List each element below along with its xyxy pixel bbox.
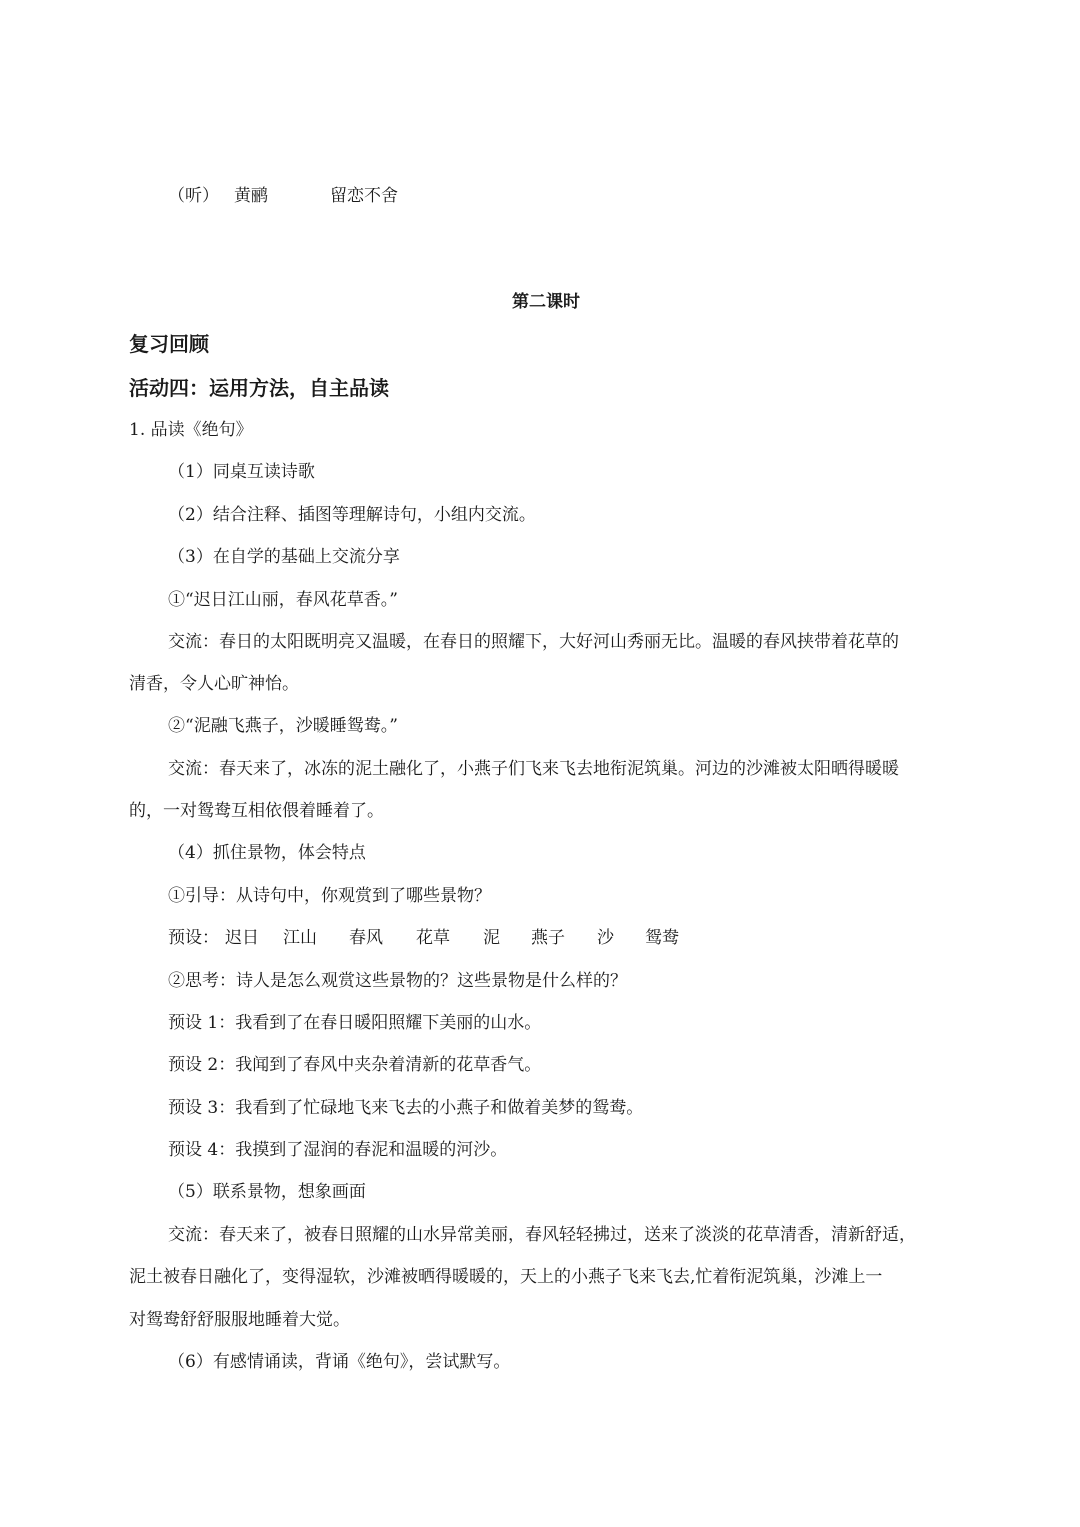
scenery-word: 燕子 (531, 928, 565, 948)
scenery-word: 沙 (597, 928, 614, 948)
exchange-line: 交流：春日的太阳既明亮又温暖，在春日的照耀下，大好河山秀丽无比。温暖的春风挟带着花草的 (168, 632, 899, 652)
exchange-line: 交流：春天来了，被春日照耀的山水异常美丽，春风轻轻拂过，送来了淡淡的花草清香，清新舒适， (168, 1225, 916, 1245)
poem-quote: ①“迟日江山丽，春风花草香。” (168, 590, 398, 610)
step-line: （1）同桌互读诗歌 (168, 462, 315, 482)
preset-line: 预设 1：我看到了在春日暖阳照耀下美丽的山水。 (168, 1013, 542, 1033)
poem-quote: ②“泥融飞燕子，沙暖睡鸳鸯。” (168, 716, 398, 736)
activity-heading: 活动四：运用方法，自主品读 (129, 376, 389, 400)
think-line: ②思考：诗人是怎么观赏这些景物的？这些景物是什么样的？ (168, 971, 627, 991)
scenery-word: 春风 (349, 928, 383, 948)
scenery-word: 迟日 (225, 928, 259, 948)
exchange-line: 交流：春天来了，冰冻的泥土融化了，小燕子们飞来飞去地衔泥筑巢。河边的沙滩被太阳晒得暖暖 (168, 759, 899, 779)
lesson-title: 第二课时 (512, 292, 580, 312)
vocab-word: 留恋不舍 (330, 186, 398, 206)
scenery-word: 鸳鸯 (645, 928, 679, 948)
preset-line: 预设 2：我闻到了春风中夹杂着清新的花草香气。 (168, 1055, 542, 1075)
item-heading: 1. 品读《绝句》 (129, 420, 253, 440)
scenery-word: 江山 (283, 928, 317, 948)
review-heading: 复习回顾 (129, 332, 209, 356)
preset-label: 预设： (168, 928, 219, 948)
exchange-line: 清香，令人心旷神怡。 (129, 674, 299, 694)
step-line: （5）联系景物，想象画面 (168, 1182, 366, 1202)
preset-line: 预设 4：我摸到了湿润的春泥和温暖的河沙。 (168, 1140, 508, 1160)
step-line: （4）抓住景物，体会特点 (168, 843, 366, 863)
scenery-word: 泥 (483, 928, 500, 948)
vocab-word: 黄鹂 (234, 186, 268, 206)
scenery-word: 花草 (416, 928, 450, 948)
exchange-line: 的，一对鸳鸯互相依偎着睡着了。 (129, 801, 384, 821)
listen-marker: （听） (168, 186, 219, 206)
step-line: （2）结合注释、插图等理解诗句，小组内交流。 (168, 505, 536, 525)
exchange-line: 泥土被春日融化了，变得湿软，沙滩被晒得暖暖的，天上的小燕子飞来飞去,忙着衔泥筑巢，沙滩上一 (129, 1267, 883, 1287)
guide-line: ①引导：从诗句中，你观赏到了哪些景物？ (168, 886, 491, 906)
step-line: （3）在自学的基础上交流分享 (168, 547, 400, 567)
exchange-line: 对鸳鸯舒舒服服地睡着大觉。 (129, 1310, 350, 1330)
step-line: （6）有感情诵读，背诵《绝句》，尝试默写。 (168, 1352, 511, 1372)
preset-line: 预设 3：我看到了忙碌地飞来飞去的小燕子和做着美梦的鸳鸯。 (168, 1098, 644, 1118)
